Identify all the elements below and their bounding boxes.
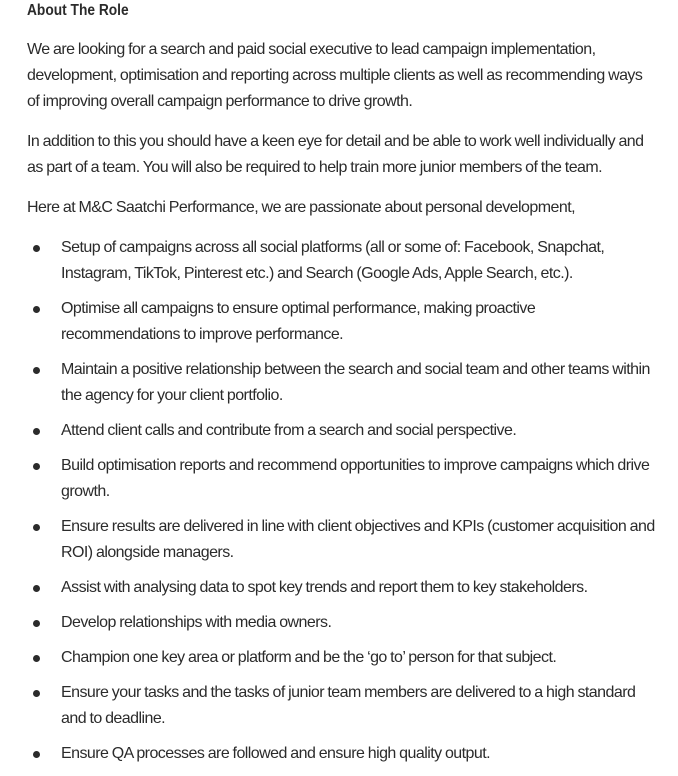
list-item-text: Setup of campaigns across all social platforms (all or some of: Facebook, Snapchat, Instagram, TikTok, Pinterest etc.) and Search (Google Ads, Apple Search, etc.). bbox=[61, 239, 605, 282]
bullet-icon bbox=[33, 245, 40, 252]
list-item bbox=[27, 741, 657, 767]
list-item bbox=[27, 453, 657, 505]
section-heading: About The Role bbox=[27, 2, 129, 19]
bullet-icon bbox=[33, 524, 40, 531]
bullet-icon bbox=[33, 751, 40, 758]
list-item-text: Optimise all campaigns to ensure optimal performance, making proactive recommendations to improve performance. bbox=[61, 300, 536, 343]
responsibilities-list bbox=[27, 235, 657, 767]
intro-paragraph: We are looking for a search and paid social executive to lead campaign implementation, development, optimisation and reporting across multiple clients as well as recommending ways of improving overall campaign performance to drive growth. bbox=[27, 41, 643, 110]
list-item-text: Champion one key area or platform and be the ‘go to’ person for that subject. bbox=[61, 649, 557, 666]
list-item bbox=[27, 645, 657, 671]
list-item bbox=[27, 575, 657, 601]
list-item-text: Ensure results are delivered in line with client objectives and KPIs (customer acquisition and ROI) alongside managers. bbox=[61, 518, 655, 561]
list-item bbox=[27, 357, 657, 409]
bullet-icon bbox=[33, 655, 40, 662]
bullet-icon bbox=[33, 367, 40, 374]
list-item bbox=[27, 610, 657, 636]
team-paragraph: In addition to this you should have a keen eye for detail and be able to work well individually and as part of a team. You will also be required to help train more junior members of the team. bbox=[27, 133, 644, 176]
bullet-icon bbox=[33, 585, 40, 592]
list-item-text: Develop relationships with media owners. bbox=[61, 614, 332, 631]
development-paragraph: Here at M&C Saatchi Performance, we are passionate about personal development, bbox=[27, 199, 575, 216]
list-item-text: Assist with analysing data to spot key trends and report them to key stakeholders. bbox=[61, 579, 588, 596]
bullet-icon bbox=[33, 463, 40, 470]
bullet-icon bbox=[33, 428, 40, 435]
list-item bbox=[27, 680, 657, 732]
list-item-text: Ensure your tasks and the tasks of junior team members are delivered to a high standard and to deadline. bbox=[61, 684, 636, 727]
bullet-icon bbox=[33, 306, 40, 313]
job-description-section bbox=[27, 0, 657, 776]
list-item bbox=[27, 296, 657, 348]
list-item-text: Maintain a positive relationship between the search and social team and other teams within the agency for your client portfolio. bbox=[61, 361, 650, 404]
list-item bbox=[27, 235, 657, 287]
list-item-text: Ensure QA processes are followed and ensure high quality output. bbox=[61, 745, 491, 762]
list-item-text: Build optimisation reports and recommend opportunities to improve campaigns which drive growth. bbox=[61, 457, 650, 500]
bullet-icon bbox=[33, 690, 40, 697]
bullet-icon bbox=[33, 620, 40, 627]
list-item bbox=[27, 514, 657, 566]
list-item bbox=[27, 418, 657, 444]
list-item-text: Attend client calls and contribute from a search and social perspective. bbox=[61, 422, 517, 439]
